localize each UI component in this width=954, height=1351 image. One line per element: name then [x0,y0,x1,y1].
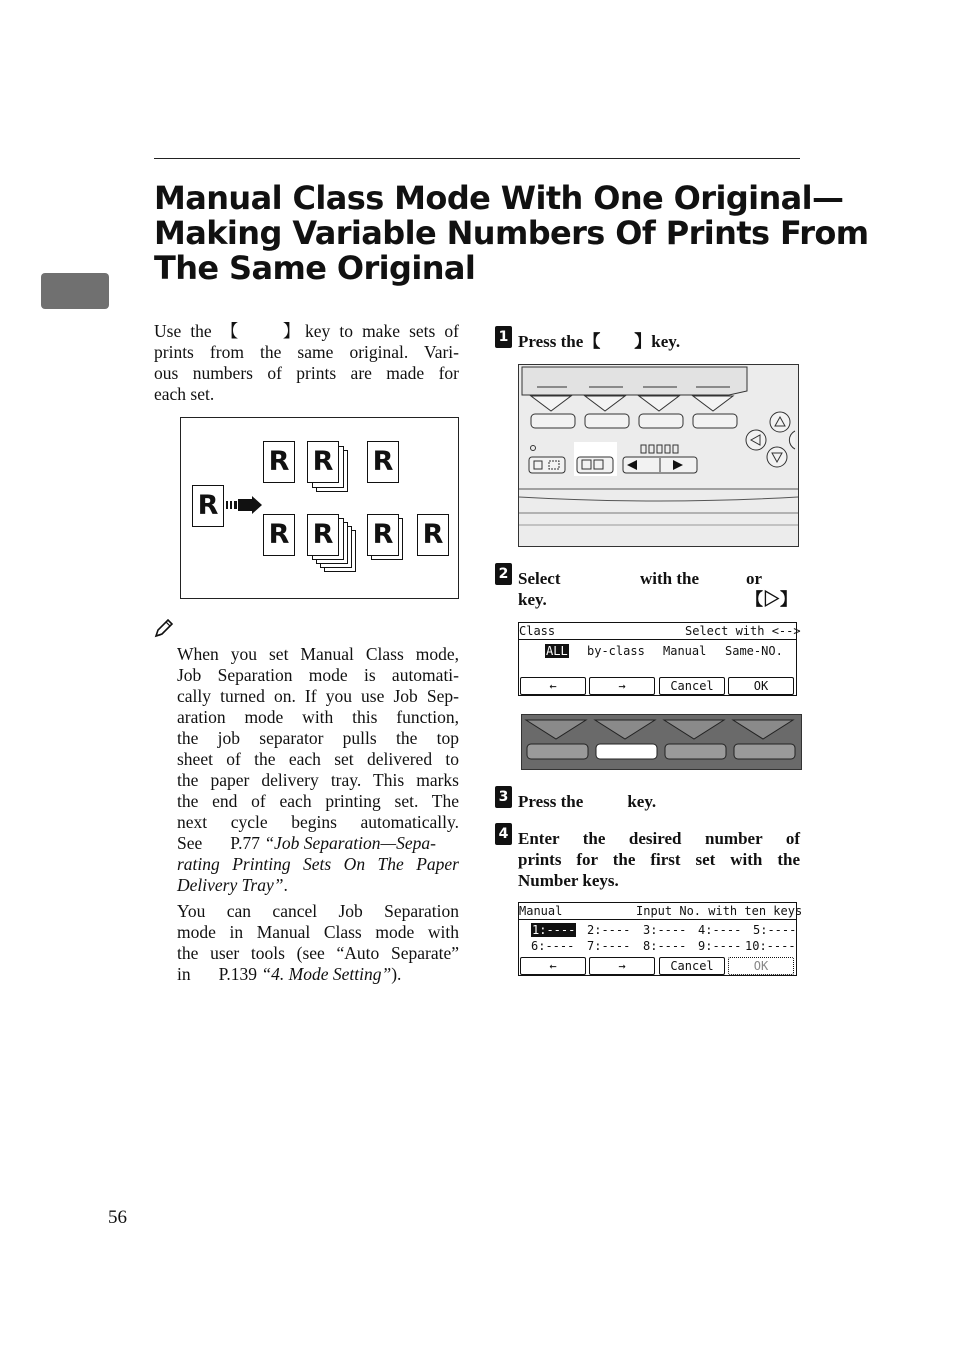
selection-keys-drawing [522,715,801,769]
lcd-title: Class [519,624,556,638]
step-2-text [518,568,800,610]
step-number-3: 3 [495,786,512,808]
pencil-note-icon [153,617,175,639]
ref-title: “Job Separation—Sepa- [264,833,436,853]
step-4-line: Number keys. [518,871,619,890]
step-1-part: Press the [518,332,584,351]
intro-paragraph [154,321,459,405]
selection-keys-illustration [521,714,802,770]
lcd-cancel-button[interactable]: Cancel [659,957,725,975]
ref-end: ). [391,964,402,984]
step-4-line: Enter the desired number of [518,829,800,848]
note-line: cally turned on. If you use Job Sep- [177,686,459,706]
set-field-9[interactable]: 9:---- [698,939,742,953]
print-set-4: R [263,514,295,556]
print-set-7: R [417,514,449,556]
cross-reference-1[interactable] [177,833,459,854]
note-paragraph-1 [177,644,459,896]
note-line: sheet of the each set delivered to [177,749,459,769]
option-manual[interactable]: Manual [663,644,707,658]
intro-line-1: Use the 【 】key to make sets of [154,321,459,341]
ref-title: “4. Mode Setting” [261,964,392,984]
step-1-part: 【 】key. [583,332,681,351]
intro-line-3: ous numbers of prints are made for [154,363,459,383]
set-field-1[interactable]: 1:---- [532,923,576,937]
lcd-ok-button[interactable]: OK [728,677,794,695]
step-3-part: Press the [518,792,584,811]
set-field-7[interactable]: 7:---- [587,939,631,953]
set-field-4[interactable]: 4:---- [698,923,742,937]
set-field-2[interactable]: 2:---- [587,923,631,937]
lcd-right-button[interactable]: → [589,957,655,975]
lcd-instruction: Select with <--> [685,624,801,638]
lcd-class-screen [518,622,801,696]
note-line: next cycle begins automatically. [177,812,459,832]
page-title [154,179,869,287]
intro-line-2: prints from the same original. Vari- [154,342,459,362]
option-by-class[interactable]: by-class [587,644,645,658]
note-line: mode in Manual Class mode with [177,922,459,942]
set-field-8[interactable]: 8:---- [643,939,687,953]
step-number-1: 1 [495,326,512,348]
lcd-cancel-button[interactable]: Cancel [659,677,725,695]
ref-prefix: in [177,964,191,984]
original-sheet: R [192,485,224,527]
title-line-2: Making Variable Numbers Of Prints From [154,214,869,252]
step-number-4: 4 [495,823,512,845]
ref-title: Delivery Tray” [177,875,284,895]
step-3-part: key. [627,792,657,811]
option-all[interactable]: ALL [546,644,568,658]
set-field-5[interactable]: 5:---- [753,923,797,937]
note-line: the end of each printing set. The [177,791,459,811]
step-2-part: key. [518,590,547,609]
intro-line-4: each set. [154,384,215,404]
lcd-left-button[interactable]: ← [520,677,586,695]
manual-class-figure [180,417,459,599]
print-set-1: R [263,441,295,483]
set-field-6[interactable]: 6:---- [531,939,575,953]
arrow-icon [226,496,262,514]
cross-reference-2[interactable] [177,964,459,985]
step-4-text [518,828,800,891]
step-2-part: Select [518,569,561,588]
step-3-text [518,791,800,812]
lcd-left-button[interactable]: ← [520,957,586,975]
print-set-6: R [367,514,399,556]
lcd-title: Manual [519,904,563,918]
note-paragraph-2 [177,901,459,985]
note-line: aration mode with this function, [177,707,459,727]
set-field-10[interactable]: 10:---- [745,939,796,953]
note-line: When you set Manual Class mode, [177,644,459,664]
ref-end: . [283,875,288,895]
print-set-2: R [307,441,339,483]
ref-page: P.77 [230,833,260,853]
title-line-1: Manual Class Mode With One Original— [154,179,844,217]
step-1-text [518,331,680,352]
page-number: 56 [108,1207,127,1228]
step-4-line: prints for the first set with the [518,850,800,869]
chapter-tab [41,273,109,309]
print-set-5: R [307,514,339,556]
panel-drawing [519,365,798,546]
lcd-ok-button-disabled: OK [728,957,794,975]
note-line: the user tools (see “Auto Separate” [177,943,459,963]
step-2-part: with the [640,569,700,588]
note-line: the job separator pulls the top [177,728,459,748]
operation-panel-illustration [518,364,799,547]
lcd-right-button[interactable]: → [589,677,655,695]
print-set-3: R [367,441,399,483]
lcd-instruction: Input No. with ten keys [636,904,803,918]
note-line: Job Separation mode is automati- [177,665,459,685]
title-line-3: The Same Original [154,249,476,287]
option-same-no[interactable]: Same-NO. [725,644,783,658]
header-rule [154,158,800,159]
ref-prefix: See [177,833,203,853]
note-line: the paper delivery tray. This marks [177,770,459,790]
step-2-part: or【▷】 [746,569,797,609]
lcd-manual-screen [518,902,803,976]
ref-page: P.139 [218,964,258,984]
set-field-3[interactable]: 3:---- [643,923,687,937]
note-line: You can cancel Job Separation [177,901,459,921]
ref-title: rating Printing Sets On The Paper [177,854,459,874]
step-number-2: 2 [495,563,512,585]
